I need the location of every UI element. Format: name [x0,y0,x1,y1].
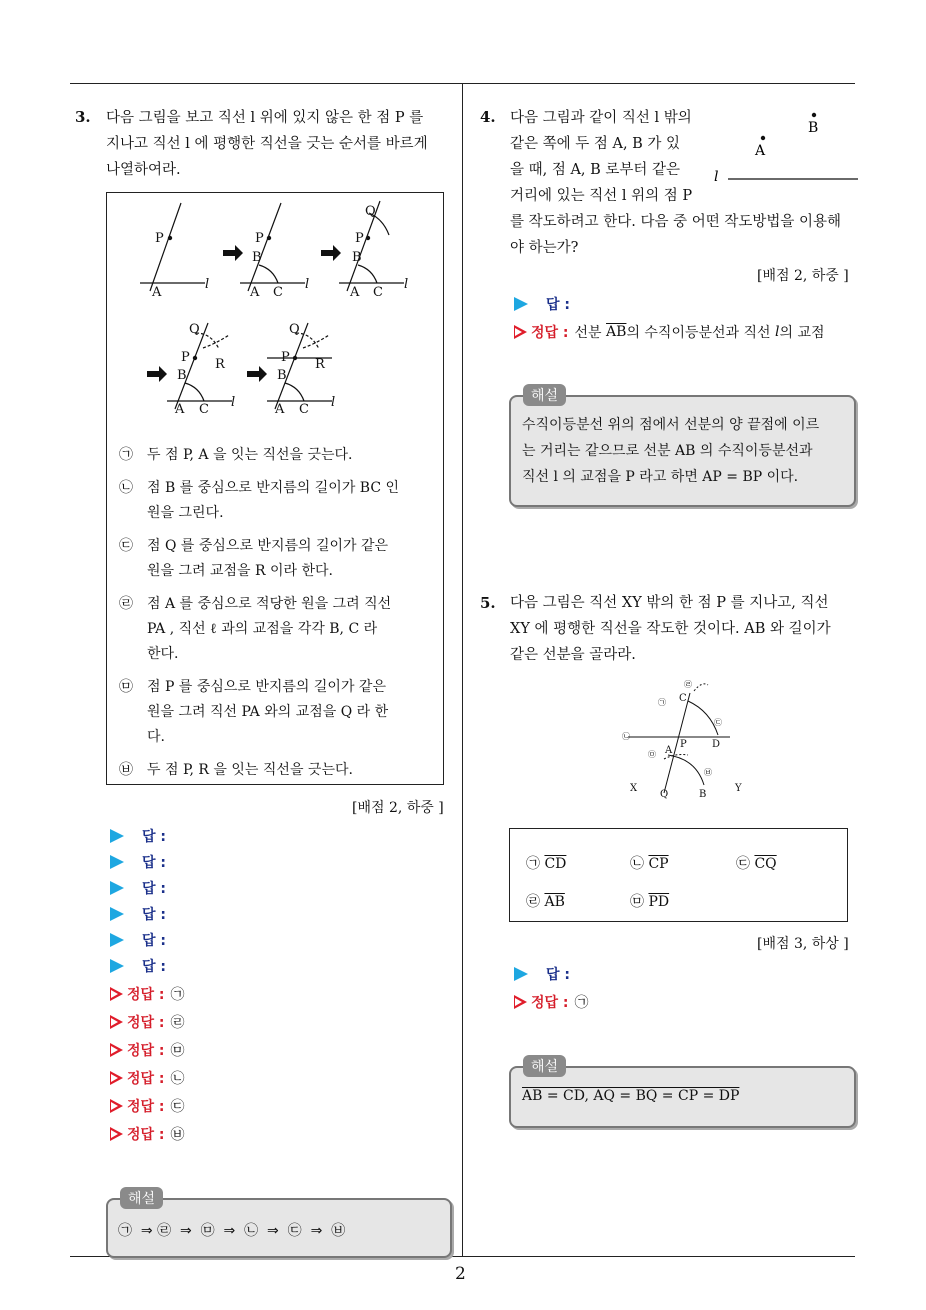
q3-text-line: 다음 그림을 보고 직선 l 위에 있지 않은 한 점 P 를 [106,110,424,126]
q3-fig-label-A: A [275,402,285,417]
q3-figure-box [106,192,444,785]
q5-fig-label-B: B [699,789,707,800]
q5-text-line: 다음 그림은 직선 XY 밖의 한 점 P 를 지나고, 직선 [510,595,829,611]
answer-arrow-icon [110,959,124,973]
q3-step-line: 두 점 P, R 을 잇는 직선을 긋는다. [147,762,353,778]
q3-question-text [106,105,456,183]
answer-arrow-icon [110,855,124,869]
q3-text-line: 지나고 직선 l 에 평행한 직선을 긋는 순서를 바르게 [106,136,428,152]
q3-step-line: 원을 그린다. [147,505,224,521]
q5-fig-mark: ㉡ [622,732,630,741]
q5-choice-mark: ㉤ [630,894,644,910]
q3-score: [배점 2, 하중 ] [352,800,444,816]
q5-choice-segment: $\overline{CD}$ [544,856,567,872]
q5-fig-label-C: C [679,693,687,704]
q3-fig-label-P: P [281,350,290,365]
q5-fig-mark: ㉠ [658,698,666,707]
q3-step-line: 한다. [147,646,179,662]
q4-text-line: 다음 그림과 같이 직선 l 밖의 [510,110,692,126]
q3-fig-label-P: P [155,231,164,246]
q3-answer-row[interactable] [110,904,166,924]
q3-fig-label-C: C [273,285,283,300]
q5-fig-mark: ㉥ [704,768,712,777]
q3-fig-label-A: A [250,285,260,300]
q3-step-mark: ㉡ [119,480,133,496]
q3-step-mark: ㉠ [119,447,133,463]
q3-correct-row [110,1096,185,1116]
q3-fig-label-l: l [404,277,409,292]
answer-arrow-icon [110,881,124,895]
answer-label: 답 : [142,881,166,897]
answer-label: 답 : [142,907,166,923]
correct-label: 정답 : [531,325,569,341]
q5-choice[interactable] [736,853,777,873]
answer-label: 답 : [142,959,166,975]
q3-correct-value: ㉠ [170,987,185,1003]
q3-step-line: 다. [147,729,165,745]
q3-answer-row[interactable] [110,956,166,976]
q3-fig-label-B: B [352,250,362,265]
correct-label: 정답 : [127,987,165,1003]
q3-step-line: 점 A 를 중심으로 적당한 원을 그려 직선 [147,596,392,612]
q3-steps [119,443,439,783]
answer-arrow-icon [110,933,124,947]
q3-fig-label-C: C [373,285,383,300]
correct-arrow-icon [110,1015,123,1029]
q5-fig-label-A: A [665,745,673,756]
correct-label: 정답 : [127,1015,165,1031]
q4-correct-row [514,322,825,342]
correct-label: 정답 : [531,995,569,1011]
q3-correct-value: ㉣ [170,1015,185,1031]
q3-fig-label-C: C [199,402,209,417]
q3-correct-row [110,1040,185,1060]
q4-fig-label-A: A [755,143,766,159]
q4-correct-part: 의 교점 [779,325,825,341]
q4-text-line: 거리에 있는 직선 l 위의 점 P [510,188,693,204]
q5-explanation-text: AB = CD, AQ = BQ = CP = DP [522,1088,740,1104]
correct-label: 정답 : [127,1099,165,1115]
answer-label: 답 : [546,967,570,983]
q4-correct-part: 선분 [574,325,607,341]
q3-correct-row [110,1012,185,1032]
q3-step [119,443,439,468]
q5-choice[interactable] [630,853,669,873]
correct-arrow-icon [514,325,527,339]
q5-fig-label-D: D [712,739,721,750]
q3-fig-label-Q: Q [189,322,200,337]
correct-arrow-icon [110,1071,123,1085]
q4-score: [배점 2, 하중 ] [757,268,849,284]
q3-correct-value: ㉡ [170,1071,185,1087]
q5-choice-mark: ㉢ [736,856,750,872]
q5-choice-mark: ㉡ [630,856,644,872]
q3-fig-label-P: P [255,231,264,246]
q5-choice[interactable] [526,853,566,873]
q3-fig-label-C: C [299,402,309,417]
q5-text-line: XY 에 평행한 직선을 작도한 것이다. AB 와 길이가 [510,621,831,637]
q3-explanation-text: ㉠ ⇒ ㉣ ⇒ ㉤ ⇒ ㉡ ⇒ ㉢ ⇒ ㉥ [118,1223,346,1239]
answer-arrow-icon [110,907,124,921]
q5-choice-segment: $\overline{AB}$ [544,894,565,910]
q3-answer-row[interactable] [110,930,166,950]
answer-arrow-icon [110,829,124,843]
q3-step-line: 원을 그려 교점을 R 이라 한다. [147,563,334,579]
correct-arrow-icon [514,995,527,1009]
q3-fig-label-P: P [181,350,190,365]
q4-text-line: 야 하는가? [510,240,579,256]
q5-fig-label-X: X [630,783,638,794]
q5-explanation-tag: 해설 [523,1055,566,1077]
q3-fig-label-l: l [305,277,310,292]
correct-arrow-icon [110,1099,123,1113]
q4-number: 4. [480,108,496,126]
q3-step-line: 두 점 P, A 을 잇는 직선을 긋는다. [147,447,353,463]
q5-choice[interactable] [630,891,669,911]
page-number: 2 [455,1264,466,1284]
answer-label: 답 : [142,933,166,949]
q5-number: 5. [480,594,496,612]
q3-text-line: 나열하여라. [106,162,181,178]
q5-choice[interactable] [526,891,565,911]
answer-arrow-icon [514,297,528,311]
q5-choice-segment: $\overline{PD}$ [648,894,670,910]
q4-correct-part: 의 수직이등분선과 직선 [626,325,776,341]
q5-choice-mark: ㉠ [526,856,540,872]
q3-step [119,675,439,750]
q3-panel-1 [140,203,205,291]
q3-construction-figure [107,193,443,428]
q3-explanation-tag: 해설 [120,1187,163,1209]
q3-fig-label-l: l [205,277,210,292]
q3-fig-label-A: A [152,285,162,300]
q3-step-line: 점 Q 를 중심으로 반지름의 길이가 같은 [147,538,389,554]
q3-step-mark: ㉣ [119,596,133,612]
q3-step-mark: ㉤ [119,679,133,695]
q5-answer-row[interactable] [514,964,570,984]
q5-correct-row [514,992,589,1012]
q3-fig-label-R: R [215,357,225,372]
q5-construction-figure [618,675,768,805]
q3-correct-value: ㉢ [170,1099,185,1115]
q4-fig-label-l: l [714,169,719,185]
correct-label: 정답 : [127,1127,165,1143]
q3-fig-label-A: A [350,285,360,300]
q4-explain-line: 는 거리는 같으므로 선분 AB 의 수직이등분선과 [522,443,813,459]
q3-step-line: 원을 그려 직선 PA 와의 교점을 Q 라 한 [147,704,389,720]
q5-question-text [510,590,860,668]
q3-step-line: 점 B 를 중심으로 반지름의 길이가 BC 인 [147,480,400,496]
q3-step [119,534,439,584]
q4-explanation-text [522,412,819,490]
correct-arrow-icon [110,1127,123,1141]
q5-fig-mark: ㉣ [684,680,692,689]
q4-answer-row[interactable] [514,294,570,314]
q3-step [119,592,439,667]
q5-fig-label-P: P [680,739,687,750]
q3-step [119,758,439,783]
q4-figure [710,105,870,195]
q5-choice-segment: $\overline{CP}$ [648,856,669,872]
q4-explain-line: 직선 l 의 교점을 P 라고 하면 AP = BP 이다. [522,469,799,485]
q3-answer-row[interactable] [110,852,166,872]
q3-correct-row [110,1124,185,1144]
q4-text-line: 를 작도하려고 한다. 다음 중 어떤 작도방법을 이용해 [510,214,842,230]
q5-fig-label-Y: Y [735,783,742,794]
q3-fig-label-P: P [355,231,364,246]
q5-choice-mark: ㉣ [526,894,540,910]
correct-label: 정답 : [127,1043,165,1059]
q3-number: 3. [75,108,91,126]
q5-fig-mark: ㉢ [714,718,722,727]
q4-explanation-tag: 해설 [523,384,566,406]
q5-correct-value: ㉠ [574,995,589,1011]
q3-answer-row[interactable] [110,826,166,846]
q4-correct-segment: $\overline{AB}$ [606,324,627,340]
q3-step-mark: ㉢ [119,538,133,554]
q3-correct-value: ㉤ [170,1043,185,1059]
q4-correct-line: l [775,324,780,340]
q3-fig-label-Q: Q [289,322,300,337]
q3-fig-label-l: l [231,395,236,410]
q3-fig-label-B: B [277,368,287,383]
column-divider [462,83,463,1256]
q4-explain-line: 수직이등분선 위의 점에서 선분의 양 끝점에 이르 [522,417,820,433]
q3-fig-label-B: B [177,368,187,383]
answer-arrow-icon [514,967,528,981]
q3-correct-value: ㉥ [170,1127,185,1143]
q3-fig-label-B: B [252,250,262,265]
correct-label: 정답 : [127,1071,165,1087]
q3-fig-label-l: l [331,395,336,410]
q3-correct-row [110,984,185,1004]
q3-step-line: PA , 직선 ℓ 과의 교점을 각각 B, C 라 [147,621,378,637]
q5-score: [배점 3, 하상 ] [757,936,849,952]
q5-choice-box [509,828,848,922]
q5-text-line: 같은 선분을 골라라. [510,647,636,663]
correct-arrow-icon [110,987,123,1001]
q4-fig-label-B: B [808,120,819,136]
q3-fig-label-R: R [315,357,325,372]
q3-step-line: 점 P 를 중심으로 반지름의 길이가 같은 [147,679,386,695]
answer-label: 답 : [546,297,570,313]
q3-step-mark: ㉥ [119,762,133,778]
answer-label: 답 : [142,855,166,871]
q5-fig-label-Q: Q [660,789,669,800]
q5-fig-mark: ㉤ [648,750,656,759]
q5-choice-segment: $\overline{CQ}$ [754,856,777,872]
q3-fig-label-Q: Q [365,204,376,219]
q3-step [119,476,439,526]
answer-label: 답 : [142,829,166,845]
q4-text-line: 을 때, 점 A, B 로부터 같은 [510,162,681,178]
q3-fig-label-A: A [175,402,185,417]
q3-correct-row [110,1068,185,1088]
q3-answer-row[interactable] [110,878,166,898]
q4-text-line: 같은 쪽에 두 점 A, B 가 있 [510,136,681,152]
correct-arrow-icon [110,1043,123,1057]
